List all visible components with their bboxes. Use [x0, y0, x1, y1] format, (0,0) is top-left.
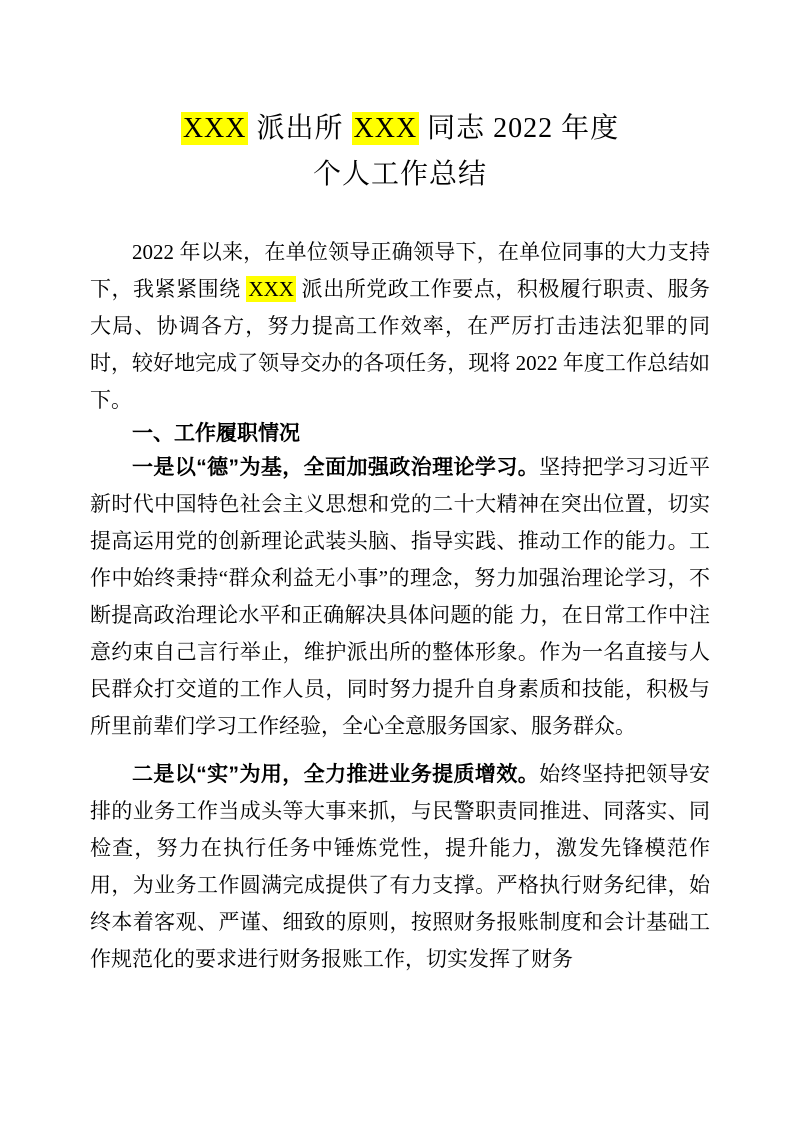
- title-text: 同志 2022 年度: [419, 113, 620, 144]
- point-1-body: 坚持把学习习近平新时代中国特色社会主义思想和党的二十大精神在突出位置，切实提高运用党的创新理论武装头脑、指导实践、推动工作的能力。工作中始终秉持“群众利益无小事”的理念，努力加强治理论学习，不断提高政治理论水平和正确解决具体问题的能 力，在日常工作中注意约束自己言行举止，维护派出所的整体形象。作为一名直接与人民群众打交道的工作人员，同时努力提升自身素质和技能，积极与所里前辈们学习工作经验，全心全意服务国家、服务群众。: [90, 455, 711, 738]
- title-line-2: 个人工作总结: [312, 159, 487, 190]
- document-title: [90, 106, 710, 198]
- highlighted-placeholder: XXX: [182, 113, 247, 144]
- point-paragraph-1: [90, 449, 710, 745]
- highlighted-placeholder: XXX: [248, 277, 294, 301]
- intro-text: 2022 年以来，在单位领导正确领导下，在单位同事的大力支持下，我紧紧围绕: [90, 240, 710, 301]
- section-heading: 一、工作履职情况: [132, 422, 300, 445]
- title-text: 派出所: [248, 113, 352, 144]
- intro-paragraph: [90, 234, 710, 419]
- highlighted-placeholder: XXX: [353, 113, 418, 144]
- point-1-lead: 一是以“德”为基，全面加强政治理论学习。: [132, 456, 540, 479]
- point-2-body: 始终坚持把领导安排的业务工作当成头等大事来抓，与民警职责同推进、同落实、同检查，努力在执行任务中锤炼党性，提升能力，激发先锋模范作用，为业务工作圆满完成提供了有力支撑。严格执行财务纪律，始终本着客观、严谨、细致的原则，按照财务报账制度和会计基础工作规范化的要求进行财务报账工作，切实发挥了财务: [90, 762, 711, 971]
- title-line-1: [90, 106, 710, 152]
- point-2-lead: 二是以“实”为用，全力推进业务提质增效。: [132, 763, 540, 786]
- intro-text: 派出所党政工作要点，积极履行职责、服务大局、协调各方，努力提高工作效率，在严厉打击违法犯罪的同时，较好地完成了领导交办的各项任务，现将 2022 年度工作总结如下。: [90, 277, 711, 412]
- point-paragraph-2: [90, 756, 710, 978]
